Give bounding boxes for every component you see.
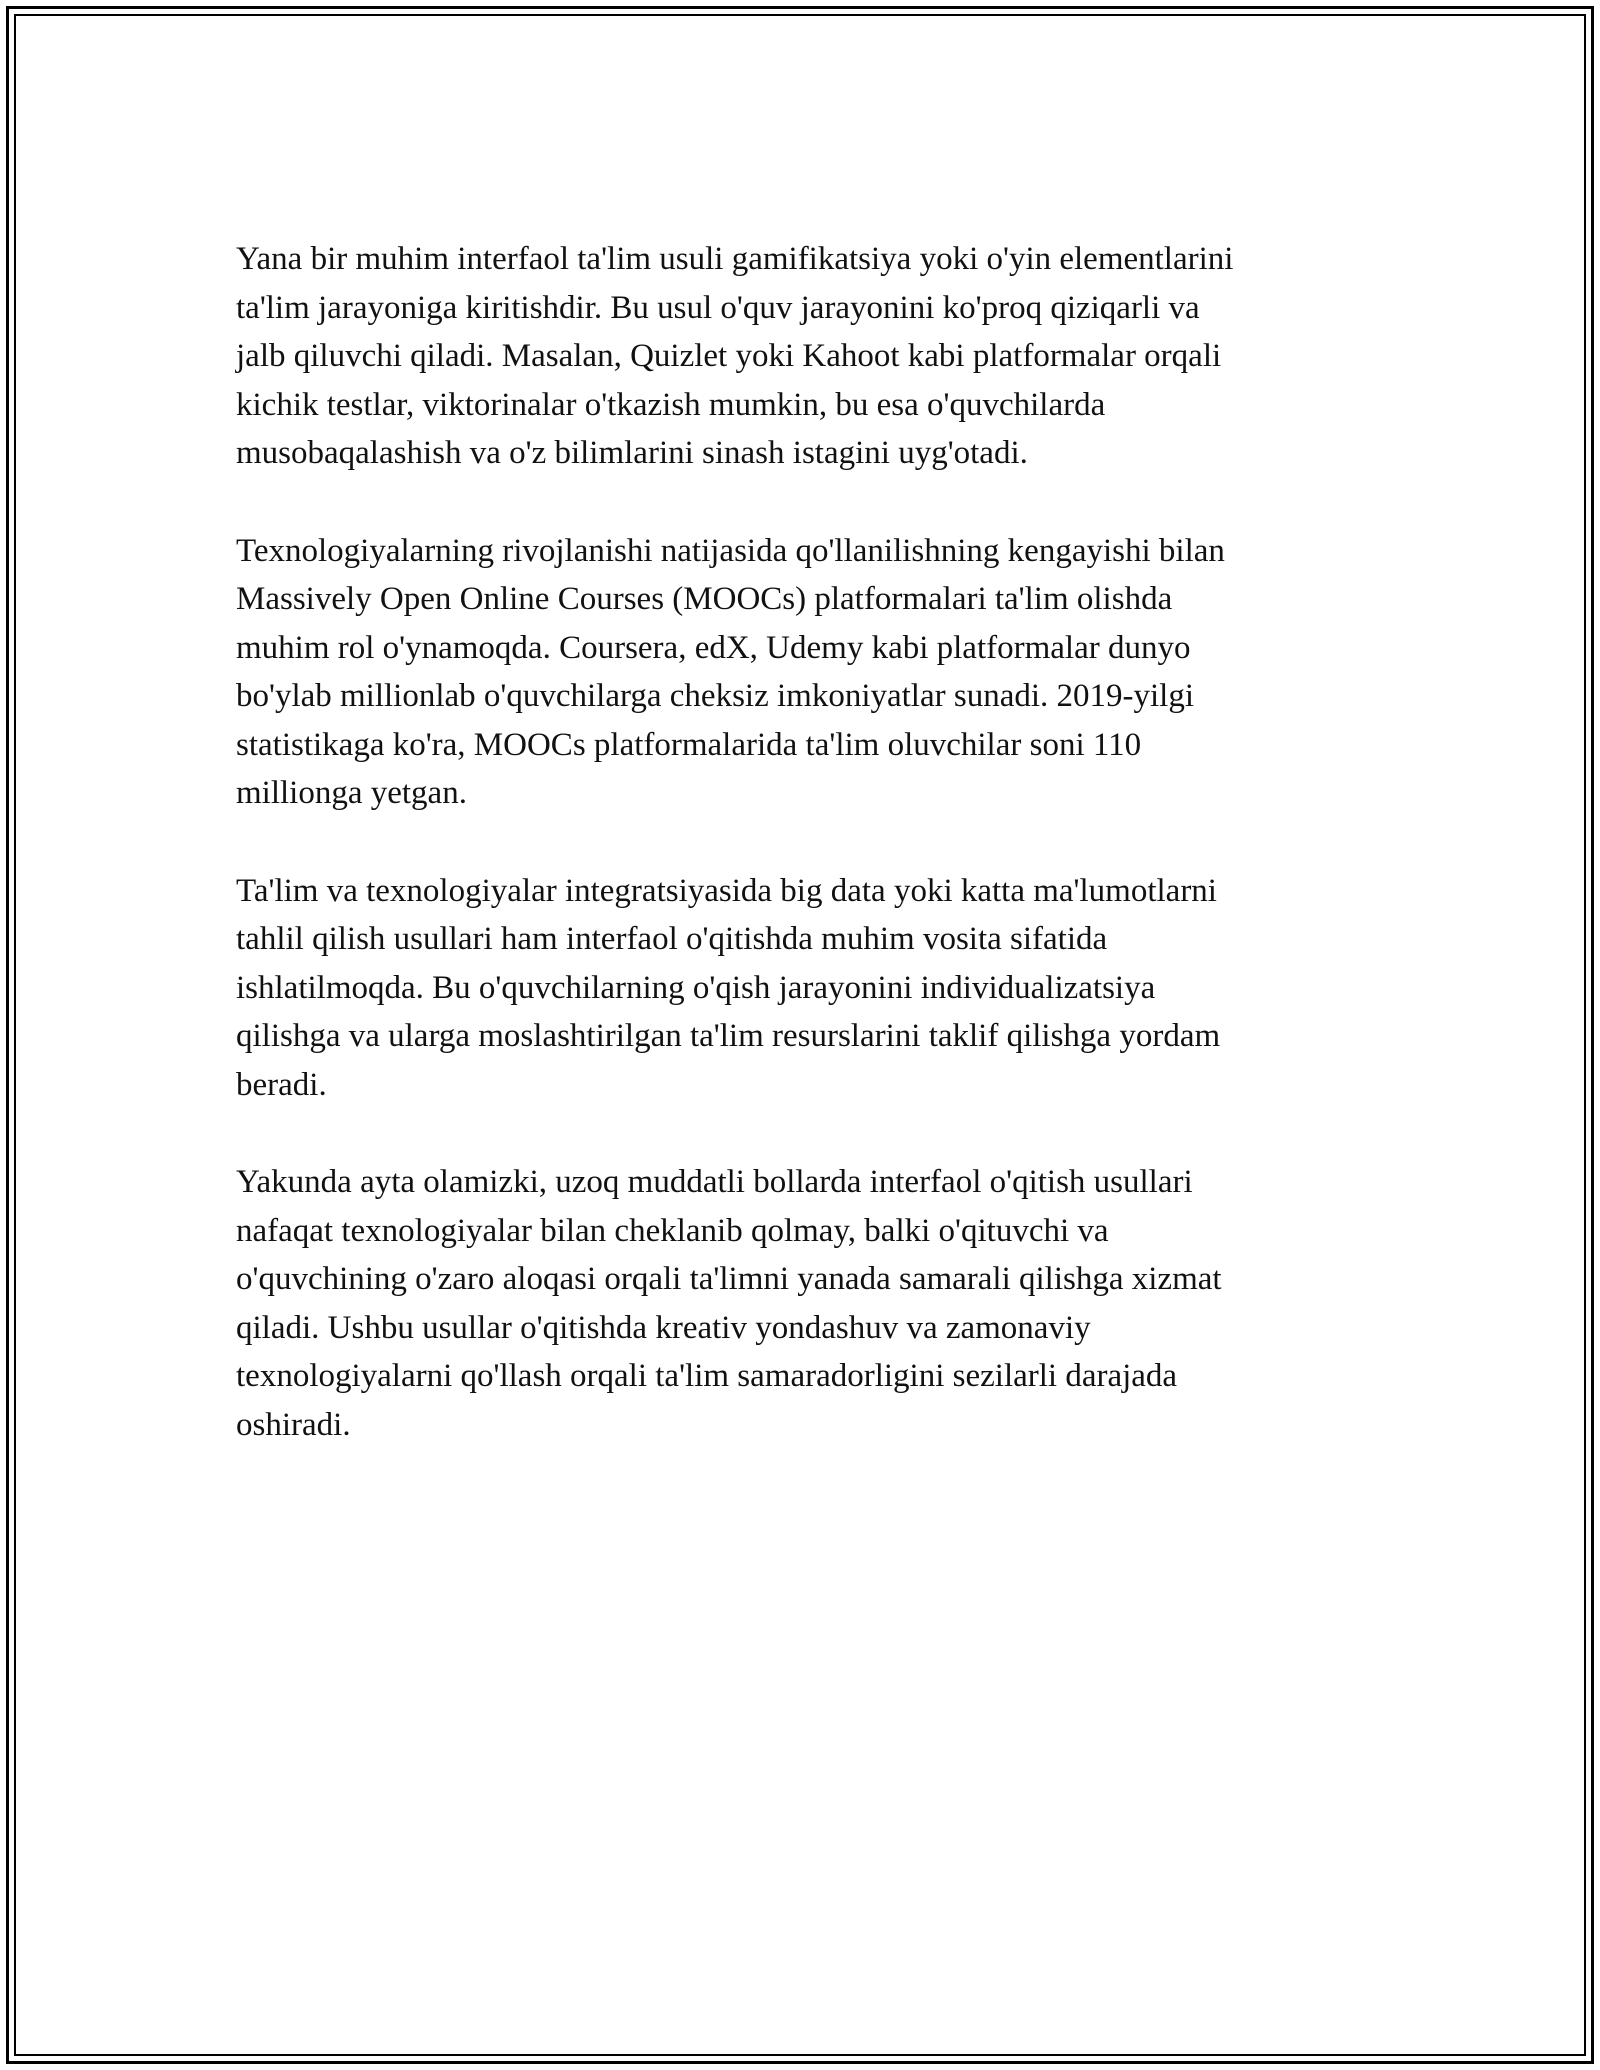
text-line: ishlatilmoqda. Bu o'quvchilarning o'qish jarayonini individualizatsiya [236, 969, 1156, 1006]
text-line: bo'ylab millionlab o'quvchilarga cheksiz imkoniyatlar sunadi. 2019-yilgi [236, 678, 1195, 714]
text-line: nafaqat texnologiyalar bilan cheklanib qolmay, balki o'qituvchi va [236, 1212, 1109, 1249]
text-line: musobaqalashish va o'z bilimlarini sinash istagini uyg'otadi. [236, 435, 1028, 471]
paragraph-gamification [236, 235, 1366, 478]
text-line: statistikaga ko'ra, MOOCs platformalarida ta'lim oluvchilar soni 110 [236, 726, 1142, 763]
text-line: muhim rol o'ynamoqda. Coursera, edX, Udemy kabi platformalar dunyo [236, 629, 1191, 666]
text-line: millionga yetgan. [236, 775, 467, 811]
text-line: beradi. [236, 1066, 327, 1103]
paragraph-big-data [236, 867, 1366, 1110]
text-line: ta'lim jarayoniga kiritishdir. Bu usul o'quv jarayonini ko'proq qiziqarli va [236, 289, 1200, 326]
text-line: Massively Open Online Courses (MOOCs) platformalari ta'lim olishda [236, 581, 1173, 617]
text-line: jalb qiluvchi qiladi. Masalan, Quizlet yoki Kahoot kabi platformalar orqali [236, 338, 1222, 374]
document-body [236, 235, 1366, 1498]
text-line: texnologiyalarni qo'llash orqali ta'lim samaradorligini sezilarli darajada [236, 1358, 1178, 1394]
paragraph-moocs [236, 527, 1366, 818]
text-line: Texnologiyalarning rivojlanishi natijasida qo'llanilishning kengayishi bilan [236, 532, 1225, 569]
text-line: qiladi. Ushbu usullar o'qitishda kreativ yondashuv va zamonaviy [236, 1309, 1091, 1346]
paragraph-conclusion [236, 1158, 1366, 1449]
text-line: qilishga va ularga moslashtirilgan ta'lim resurslarini taklif qilishga yordam [236, 1018, 1221, 1054]
text-line: Yakunda ayta olamizki, uzoq muddatli bollarda interfaol o'qitish usullari [236, 1164, 1193, 1200]
text-line: Ta'lim va texnologiyalar integratsiyasida big data yoki katta ma'lumotlarni [236, 872, 1217, 909]
text-line: oshiradi. [236, 1406, 351, 1443]
text-line: kichik testlar, viktorinalar o'tkazish mumkin, bu esa o'quvchilarda [236, 386, 1106, 423]
text-line: tahlil qilish usullari ham interfaol o'qitishda muhim vosita sifatida [236, 921, 1108, 957]
text-line: Yana bir muhim interfaol ta'lim usuli gamifikatsiya yoki o'yin elementlarini [236, 241, 1234, 277]
text-line: o'quvchining o'zaro aloqasi orqali ta'limni yanada samarali qilishga xizmat [236, 1261, 1222, 1297]
